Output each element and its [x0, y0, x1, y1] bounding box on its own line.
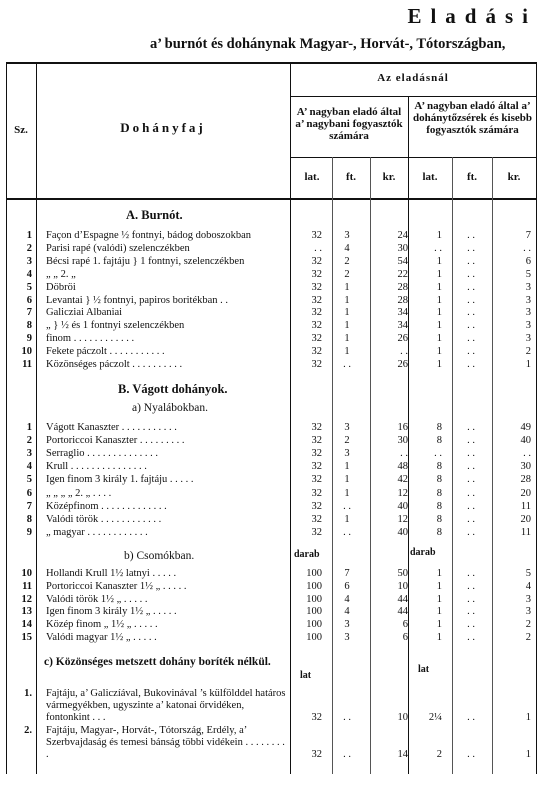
cell-c6: 11 — [520, 526, 531, 538]
cell-c5: . . — [467, 359, 475, 370]
row-number: 11 — [22, 359, 32, 370]
row-number: 8 — [26, 513, 32, 525]
table-row — [6, 461, 537, 473]
cell-c1: 32 — [311, 487, 322, 499]
cell-c5: . . — [467, 281, 475, 293]
unit-lat-2: lat — [418, 664, 430, 675]
cell-c3: 6 — [402, 632, 408, 643]
cell-c4: 8 — [436, 526, 442, 538]
header-sz: Sz. — [14, 124, 28, 136]
cell-c4: 8 — [436, 435, 442, 447]
cell-c2: . . — [343, 359, 351, 370]
row-name: Galicziai Albaniai — [46, 307, 123, 319]
cell-c2: 2 — [344, 435, 350, 447]
cell-c5: . . — [467, 242, 475, 254]
unit-darab-2: darab — [410, 547, 436, 558]
cell-c6: 2 — [525, 619, 531, 631]
header-rule — [290, 157, 536, 158]
table-row — [6, 256, 537, 268]
row-name: Façon d’Espagne ½ fontnyi, bádog doboszokban — [46, 230, 252, 241]
header-ft-2: ft. — [466, 171, 478, 183]
cell-c2: 4 — [344, 242, 350, 254]
header-ft-1: ft. — [345, 171, 357, 183]
row-name: Fekete páczolt . . . . . . . . . . . — [46, 346, 165, 358]
header-lat-2: lat. — [422, 171, 438, 183]
cell-c4: 8 — [436, 487, 442, 499]
cell-c1: 100 — [306, 568, 322, 579]
cell-c6: . . — [523, 242, 531, 254]
cell-c6: 3 — [525, 606, 531, 618]
cell-c4: 2¼ — [428, 712, 442, 723]
table-row — [6, 448, 537, 460]
cell-c3: 22 — [397, 268, 408, 280]
cell-c6: 6 — [525, 255, 531, 267]
cell-c5: . . — [467, 500, 475, 512]
cell-c6: 40 — [520, 435, 531, 447]
row-number: 9 — [26, 333, 32, 345]
cell-c5: . . — [467, 749, 475, 760]
cell-c3: 34 — [397, 307, 408, 319]
cell-c2: 2 — [344, 255, 350, 267]
row-number: 1. — [24, 688, 32, 699]
table-left-border — [6, 62, 7, 774]
cell-c5: . . — [467, 568, 475, 579]
cell-c2: 6 — [344, 580, 350, 592]
cell-c3: 6 — [402, 619, 408, 631]
cell-c5: . . — [467, 435, 475, 447]
cell-c4: 1 — [436, 606, 442, 618]
cell-c3: 10 — [397, 580, 408, 592]
row-number: 4 — [26, 461, 32, 473]
header-dohanyfaj: Dohányfaj — [120, 120, 206, 135]
cell-c6: 49 — [520, 422, 531, 433]
header-rule — [290, 96, 536, 97]
row-number: 5 — [26, 281, 32, 293]
subsection-nyalabokban: a) Nyalábokban. — [132, 402, 208, 414]
row-number: 5 — [26, 474, 32, 486]
cell-c1: . . — [314, 242, 322, 254]
table-row — [6, 527, 537, 539]
cell-c4: 1 — [436, 593, 442, 605]
cell-c5: . . — [467, 487, 475, 499]
row-name: „ magyar . . . . . . . . . . . . — [46, 526, 148, 538]
row-number: 2 — [26, 435, 32, 447]
row-name: Fajtáju, a’ Galiczíával, Bukovinával ’s külfölddel határos vármegyékben, ugyszinte a’ katonai őrvidéken, fontonkint . . . — [46, 688, 286, 723]
table-row — [6, 282, 537, 294]
cell-c3: . . — [400, 448, 408, 460]
col-divider — [36, 62, 37, 774]
table-row — [6, 594, 537, 606]
cell-c6: 3 — [525, 333, 531, 345]
row-name: Középfinom . . . . . . . . . . . . . — [46, 500, 167, 512]
row-name: Vágott Kanaszter . . . . . . . . . . . — [46, 422, 177, 433]
cell-c5: . . — [467, 526, 475, 538]
row-name: Hollandi Krull 1½ latnyi . . . . . — [46, 568, 177, 579]
unit-darab-1: darab — [294, 549, 320, 560]
cell-c1: 32 — [311, 359, 322, 370]
cell-c4: 1 — [436, 619, 442, 631]
row-name: Fajtáju, Magyar-, Horvát-, Tótország, Erdély, a’ Szerbvajdaság és temesi bánság többi vidékein . . . . . . . . . — [46, 725, 285, 760]
table-row — [6, 333, 537, 345]
cell-c3: 26 — [397, 333, 408, 345]
cell-c2: 1 — [344, 281, 350, 293]
row-name: Közép finom „ 1½ „ . . . . . — [46, 619, 158, 631]
page-subtitle: a’ burnót és dohánynak Magyar-, Horvát-, Tótországban, — [150, 36, 506, 52]
cell-c1: 32 — [311, 526, 322, 538]
cell-c2: 1 — [344, 461, 350, 473]
cell-c1: 32 — [311, 268, 322, 280]
cell-c1: 32 — [311, 461, 322, 473]
cell-c5: . . — [467, 268, 475, 280]
cell-c3: 12 — [397, 487, 408, 499]
cell-c4: 1 — [436, 320, 442, 332]
row-name: Valódi magyar 1½ „ . . . . . — [46, 632, 157, 643]
row-number: 6 — [26, 487, 32, 499]
row-name: Igen finom 3 király 1. fajtáju . . . . . — [46, 474, 194, 486]
cell-c2: . . — [343, 526, 351, 538]
cell-c4: 1 — [436, 268, 442, 280]
cell-c1: 32 — [311, 712, 322, 723]
row-name: Bécsi rapé 1. fajtáju } 1 fontnyi, szelenczékben — [46, 255, 245, 267]
table-row — [6, 295, 537, 307]
cell-c4: 1 — [436, 346, 442, 358]
cell-c1: 100 — [306, 580, 322, 592]
cell-c6: 4 — [525, 580, 531, 592]
row-number: 12 — [21, 593, 32, 605]
row-number: 10 — [21, 568, 32, 579]
cell-c4: 1 — [436, 632, 442, 643]
table-row — [6, 474, 537, 486]
cell-c4: 2 — [436, 749, 442, 760]
row-number: 8 — [26, 320, 32, 332]
header-group1: A’ nagyban eladó által a’ nagybani fogyasztók számára — [295, 106, 403, 142]
cell-c5: . . — [467, 320, 475, 332]
row-name: Parisi rapé (valódi) szelenczékben — [46, 242, 190, 254]
cell-c1: 32 — [311, 294, 322, 306]
cell-c6: 3 — [525, 320, 531, 332]
cell-c2: 4 — [344, 593, 350, 605]
cell-c3: 26 — [397, 359, 408, 370]
table-row — [6, 619, 537, 631]
cell-c5: . . — [467, 593, 475, 605]
row-name: Valódi török . . . . . . . . . . . . — [46, 513, 162, 525]
cell-c1: 100 — [306, 593, 322, 605]
cell-c3: 30 — [397, 435, 408, 447]
cell-c5: . . — [467, 580, 475, 592]
row-number: 10 — [21, 346, 32, 358]
row-number: 2. — [24, 725, 32, 736]
row-name: Portoriccoi Kanaszter 1½ „ . . . . . — [46, 580, 187, 592]
cell-c1: 32 — [311, 500, 322, 512]
cell-c6: 5 — [525, 268, 531, 280]
cell-c5: . . — [467, 422, 475, 433]
cell-c3: 54 — [397, 255, 408, 267]
cell-c6: 3 — [525, 281, 531, 293]
cell-c4: 8 — [436, 474, 442, 486]
cell-c3: 28 — [397, 294, 408, 306]
cell-c6: 7 — [525, 230, 531, 241]
cell-c2: 1 — [344, 513, 350, 525]
cell-c6: 20 — [520, 487, 531, 499]
row-number: 6 — [26, 294, 32, 306]
cell-c3: 24 — [397, 230, 408, 241]
cell-c2: 3 — [344, 230, 350, 241]
header-bottom-rule — [6, 198, 537, 200]
cell-c3: 30 — [397, 242, 408, 254]
row-number: 3 — [26, 255, 32, 267]
cell-c4: 8 — [436, 461, 442, 473]
cell-c4: 1 — [436, 333, 442, 345]
header-kr-1: kr. — [382, 171, 396, 183]
header-group2: A’ nagyban eladó által a’ dohánytőzsérek és kisebb fogyasztók számára — [413, 100, 532, 136]
table-row — [6, 688, 537, 723]
cell-c4: 1 — [436, 230, 442, 241]
cell-c4: 1 — [436, 580, 442, 592]
row-name: Levantai } ½ fontnyi, papiros boritékban . . — [46, 294, 229, 306]
cell-c4: 1 — [436, 281, 442, 293]
cell-c4: 8 — [436, 513, 442, 525]
cell-c2: 1 — [344, 320, 350, 332]
cell-c1: 32 — [311, 749, 322, 760]
cell-c3: 34 — [397, 320, 408, 332]
cell-c5: . . — [467, 474, 475, 486]
cell-c1: 100 — [306, 619, 322, 631]
cell-c2: 1 — [344, 333, 350, 345]
table-row — [6, 632, 537, 644]
cell-c1: 32 — [311, 435, 322, 447]
cell-c5: . . — [467, 606, 475, 618]
table-row — [6, 422, 537, 434]
row-number: 1 — [26, 230, 32, 241]
cell-c3: 50 — [397, 568, 408, 579]
cell-c1: 32 — [311, 281, 322, 293]
cell-c1: 32 — [311, 513, 322, 525]
cell-c2: 1 — [344, 294, 350, 306]
cell-c5: . . — [467, 632, 475, 643]
cell-c2: 1 — [344, 307, 350, 319]
cell-c6: 11 — [520, 500, 531, 512]
cell-c2: 2 — [344, 268, 350, 280]
cell-c5: . . — [467, 333, 475, 345]
cell-c6: 30 — [520, 461, 531, 473]
table-row — [6, 230, 537, 242]
cell-c4: 1 — [436, 294, 442, 306]
cell-c3: 40 — [397, 526, 408, 538]
table-right-border — [536, 62, 537, 774]
cell-c5: . . — [467, 307, 475, 319]
row-name: Valódi török 1½ „ . . . . . — [46, 593, 148, 605]
cell-c6: 20 — [520, 513, 531, 525]
cell-c2: 1 — [344, 474, 350, 486]
cell-c5: . . — [467, 255, 475, 267]
row-number: 14 — [21, 619, 32, 631]
cell-c3: 48 — [397, 461, 408, 473]
cell-c1: 32 — [311, 255, 322, 267]
cell-c6: 28 — [520, 474, 531, 486]
table-row — [6, 514, 537, 526]
cell-c6: 3 — [525, 307, 531, 319]
cell-c3: 14 — [397, 749, 408, 760]
row-number: 2 — [26, 242, 32, 254]
cell-c2: 7 — [344, 568, 350, 579]
cell-c1: 32 — [311, 346, 322, 358]
cell-c1: 32 — [311, 307, 322, 319]
cell-c1: 32 — [311, 333, 322, 345]
cell-c6: 3 — [525, 294, 531, 306]
cell-c2: 4 — [344, 606, 350, 618]
cell-c5: . . — [467, 712, 475, 723]
cell-c5: . . — [467, 619, 475, 631]
cell-c4: 1 — [436, 568, 442, 579]
cell-c6: 3 — [525, 593, 531, 605]
cell-c3: 40 — [397, 500, 408, 512]
table-row — [6, 501, 537, 513]
table-row — [6, 243, 537, 255]
table-row — [6, 269, 537, 281]
cell-c5: . . — [467, 448, 475, 460]
cell-c6: 1 — [525, 359, 531, 370]
row-number: 7 — [26, 307, 32, 319]
cell-c6: 2 — [525, 346, 531, 358]
header-az-eladasnal: Az eladásnál — [377, 72, 449, 84]
cell-c4: 1 — [436, 255, 442, 267]
cell-c3: . . — [400, 346, 408, 358]
cell-c2: 3 — [344, 422, 350, 433]
cell-c3: 28 — [397, 281, 408, 293]
cell-c4: 8 — [436, 422, 442, 433]
row-name: „ } ½ és 1 fontnyi szelenczékben — [46, 320, 185, 332]
page-title: Eladási — [407, 4, 537, 28]
table-row — [6, 435, 537, 447]
row-name: Portoriccoi Kanaszter . . . . . . . . . — [46, 435, 185, 447]
cell-c4: 1 — [436, 307, 442, 319]
row-number: 11 — [22, 580, 32, 592]
table-row — [6, 725, 537, 760]
cell-c1: 100 — [306, 632, 322, 643]
cell-c2: 1 — [344, 346, 350, 358]
cell-c4: 8 — [436, 500, 442, 512]
cell-c2: 3 — [344, 448, 350, 460]
table-row — [6, 359, 537, 371]
cell-c3: 42 — [397, 474, 408, 486]
header-lat-1: lat. — [304, 171, 320, 183]
row-name: finom . . . . . . . . . . . . — [46, 333, 135, 345]
row-name: Serraglio . . . . . . . . . . . . . . — [46, 448, 158, 460]
cell-c2: 3 — [344, 619, 350, 631]
cell-c3: 44 — [397, 593, 408, 605]
cell-c2: . . — [343, 500, 351, 512]
row-number: 15 — [21, 632, 32, 643]
row-number: 9 — [26, 526, 32, 538]
row-name: Döbröi — [46, 281, 76, 293]
table-row — [6, 307, 537, 319]
table-row — [6, 581, 537, 593]
row-name: Krull . . . . . . . . . . . . . . . — [46, 461, 147, 473]
row-number: 4 — [26, 268, 32, 280]
cell-c5: . . — [467, 294, 475, 306]
row-number: 3 — [26, 448, 32, 460]
cell-c1: 32 — [311, 422, 322, 433]
cell-c6: . . — [523, 448, 531, 460]
row-number: 13 — [21, 606, 32, 618]
table-row — [6, 488, 537, 500]
cell-c6: 1 — [525, 712, 531, 723]
cell-c1: 32 — [311, 448, 322, 460]
cell-c2: . . — [343, 712, 351, 723]
cell-c1: 32 — [311, 230, 322, 241]
row-name: Közönséges páczolt . . . . . . . . . . — [46, 359, 183, 370]
cell-c1: 100 — [306, 606, 322, 618]
row-number: 1 — [26, 422, 32, 433]
header-kr-2: kr. — [507, 171, 521, 183]
cell-c2: 3 — [344, 632, 350, 643]
cell-c4: 1 — [436, 359, 442, 370]
cell-c3: 10 — [397, 712, 408, 723]
cell-c4: . . — [434, 448, 442, 460]
subsection-kozonseges: c) Közönséges metszett dohány boríték nélkül. — [44, 656, 271, 668]
cell-c5: . . — [467, 513, 475, 525]
table-row — [6, 320, 537, 332]
cell-c5: . . — [467, 346, 475, 358]
cell-c1: 32 — [311, 474, 322, 486]
table-row — [6, 346, 537, 358]
cell-c1: 32 — [311, 320, 322, 332]
cell-c3: 16 — [397, 422, 408, 433]
table-row — [6, 606, 537, 618]
cell-c4: . . — [434, 242, 442, 254]
col-divider — [290, 62, 291, 774]
cell-c6: 1 — [525, 749, 531, 760]
cell-c6: 5 — [525, 568, 531, 579]
cell-c3: 44 — [397, 606, 408, 618]
row-name: „ „ „ „ 2. „ . . . . — [46, 487, 112, 499]
row-number: 7 — [26, 500, 32, 512]
cell-c6: 2 — [525, 632, 531, 643]
section-burnot: A. Burnót. — [126, 208, 183, 222]
table-row — [6, 568, 537, 580]
table-top-rule — [6, 62, 537, 64]
cell-c5: . . — [467, 461, 475, 473]
unit-lat-1: lat — [300, 670, 312, 681]
row-name: „ „ 2. „ — [46, 268, 76, 280]
cell-c5: . . — [467, 230, 475, 241]
cell-c2: 1 — [344, 487, 350, 499]
cell-c2: . . — [343, 749, 351, 760]
subsection-csomokban: b) Csomókban. — [124, 550, 195, 562]
cell-c3: 12 — [397, 513, 408, 525]
row-name: Igen finom 3 király 1½ „ . . . . . — [46, 606, 177, 618]
section-vagott: B. Vágott dohányok. — [118, 382, 228, 396]
